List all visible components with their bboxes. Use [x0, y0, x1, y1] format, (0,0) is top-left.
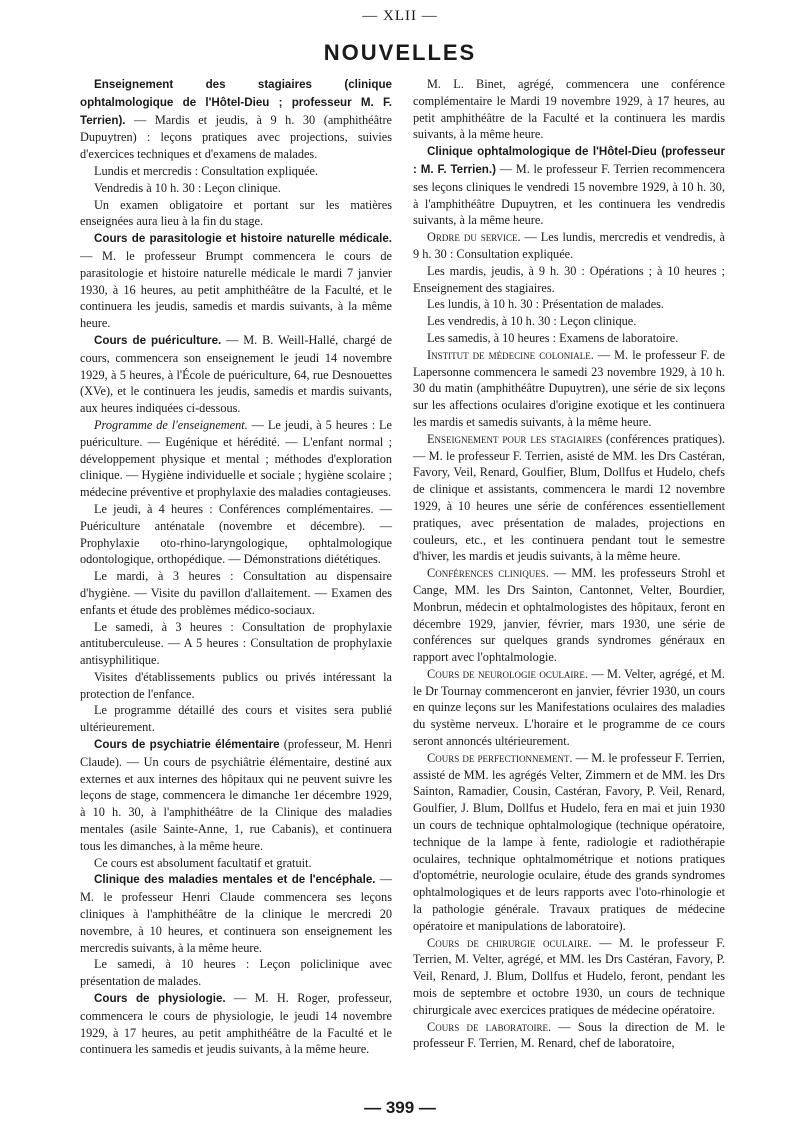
paragraph-perfectionnement: Cours de perfectionnement. — M. le professeur F. Terrien, assisté de MM. les agrégés Velter, Zimmern et de MM. les Drs Sainton, Ramadier, Cousin, Castéran, Favory, P. Veil, Renard, Goulfier, J. Blum, Dollfus et Hudelo, fera en mai et juin 1930 un cours de technique ophtalmologique (technique opératoire, technique de la lampe à fente, radiologie et radiothérapie oculaires, technique ophtalmométrique et notions pratiques d'optométrie, neurologie oculaire, étude des grands syndromes ophtalmologiques et de leurs rapports avec l'oto-rhinologie et la pathologie générale. Travaux pratiques de médecine opératoire et manipulations de laboratoire).: [413, 750, 725, 933]
paragraph: Le samedi, à 10 heures : Leçon policlinique avec présentation de malades.: [80, 957, 392, 989]
paragraph-medecine-coloniale: Institut de médecine coloniale. — M. le professeur F. de Lapersonne commencera le samedi 23 novembre 1929, à 10 h. 30 du matin (amphithéâtre Dupuytren), une série de six leçons sur les affections oculaires d'origine exotique et les continuera les mardis et samedis suivants, à la même heure.: [413, 347, 725, 429]
paragraph-enseignement-stagiaires: Enseignement pour les stagiaires (conférences pratiques). — M. le professeur F. Terrien, asisté de MM. les Drs Castéran, Favory, Veil, Renard, Goulfier, Blum, Dollfus et Hudelo, chefs de clinique et assistants, commencera le mardi 12 novembre 1929, à 10 heures une série de conférences essentiellement pratiques, avec présentation de malades, projections en couleurs, etc., et les continuera pendant tout le semestre d'hiver, les mardis et jeudis suivants, à la même heure.: [413, 431, 725, 564]
paragraph: Ce cours est absolument facultatif et gratuit.: [94, 855, 312, 870]
heading-ordre-service: Ordre du service.: [427, 230, 521, 245]
paragraph-programme: Programme de l'enseignement. — Le jeudi, à 5 heures : Le puériculture. — Eugénique et hérédité. — L'enfant normal ; développement physique et mental ; méthodes d'exploration clinique. — Hygiène individuelle et sociale ; hygiène scolaire ; médecine préventive et prophylaxie des maladies contagieuses.: [80, 417, 392, 500]
heading-chirurgie: Cours de chirurgie oculaire.: [427, 935, 592, 950]
heading-parasitologie: Cours de parasitologie et histoire naturelle médicale.: [94, 232, 392, 246]
paragraph: Le jeudi, à 4 heures : Conférences complémentaires. — Puériculture anténatale (novembre et décembre). — Prophylaxie oto-rhino-laryngologique, ophtalmologique odontologique, orthopédique. — Démonstrations diététiques.: [80, 501, 392, 567]
paragraph-stagiaires: Enseignement des stagiaires (clinique ophtalmologique de l'Hôtel-Dieu ; professeur M. F. Terrien). — Mardis et jeudis, à 9 h. 30 (amphithéâtre Dupuytren) : leçons pratiques avec projections, suivies d'exercices techniques et d'examens de malades.: [80, 78, 392, 162]
paragraph-laboratoire: Cours de laboratoire. — Sous la direction de M. le professeur F. Terrien, M. Renard, chef de laboratoire,: [413, 1019, 726, 1051]
paragraph-neurologie: Cours de neurologie oculaire. — M. Velter, agrégé, et M. le Dr Tournay commenceront en janvier, février 1930, un cours en quinze leçons sur les Manifestations oculaires des maladies du système nerveux. L'horaire et le programme de ce cours seront annoncés ultérieurement.: [413, 666, 725, 749]
paragraph: Les mardis, jeudis, à 9 h. 30 : Opérations ; à 10 heures ; Enseignement des stagiaires.: [413, 263, 725, 295]
paragraph-conferences: Conférences cliniques. — MM. les professeurs Strohl et Cange, MM. les Drs Sainton, Cantonnet, Velter, Bourdier, Monbrun, médecin et ophtalmologistes des hôpitaux, feront en décembre 1929, janvier, février, mars 1930, une série de conférences sur quelques grands syndromes généraux en rapport avec l'ophtalmologie.: [413, 566, 725, 665]
paragraph: Le programme détaillé des cours et visites sera publié ultérieurement.: [80, 703, 392, 735]
heading-stagiaires: Enseignement des stagiaires (clinique ophtalmologique de l'Hôtel-Dieu ; professeur M. F. Terrien).: [80, 78, 392, 127]
heading-puericulture: Cours de puériculture.: [94, 333, 222, 347]
heading-perfectionnement: Cours de perfectionnement.: [427, 750, 573, 765]
paragraph: Lundis et mercredis : Consultation expliquée.: [94, 163, 319, 178]
heading-laboratoire: Cours de laboratoire.: [427, 1019, 552, 1034]
paragraph: Les samedis, à 10 heures : Examens de laboratoire.: [427, 330, 679, 345]
paragraph-parasitologie: Cours de parasitologie et histoire naturelle médicale. — M. le professeur Brumpt commencera le cours de parasitologie et histoire naturelle médicale le mardi 7 janvier 1930, à 16 heures, au petit amphithéâtre de la Faculté, et le continuera les jeudis, samedis et mardis suivants, à la même heure.: [80, 232, 392, 331]
paragraph: Les lundis, à 10 h. 30 : Présentation de malades.: [427, 297, 665, 312]
heading-clinique-ophtalmo: Clinique ophtalmologique de l'Hôtel-Dieu (professeur : M. F. Terrien.): [413, 145, 725, 176]
paragraph: Un examen obligatoire et portant sur les matières enseignées aura lieu à la fin du stage.: [80, 197, 392, 229]
heading-medecine-coloniale: Institut de médecine coloniale.: [427, 347, 594, 362]
heading-psychiatrie: Cours de psychiatrie élémentaire: [94, 738, 280, 752]
paragraph: Visites d'établissements publics ou privés intéressant la protection de l'enfance.: [80, 669, 392, 701]
left-column: [80, 76, 392, 1058]
paragraph-maladies-mentales: Clinique des maladies mentales et de l'encéphale. — M. le professeur Henri Claude commencera ses leçons cliniques à l'amphithéâtre de la clinique le mercredi 20 novembre, à 10 heures, et continuera son enseignement les mercredis suivants, à la même heure.: [80, 872, 392, 955]
paragraph: Le mardi, à 3 heures : Consultation au dispensaire d'hygiène. — Visite du pavillon d'allaitement. — Examen des enfants et étude des problèmes médico-sociaux.: [80, 569, 392, 617]
paragraph-psychiatrie: Cours de psychiatrie élémentaire (professeur, M. Henri Claude). — Un cours de psychiâtrie élémentaire, destiné aux externes et aux internes des hôpitaux qui ne peuvent suivre les leçons de stage, commencera le dimanche 1er décembre 1929, à 10 h. 30, à l'amphithéâtre de la Clinique des maladies mentales (asile Sainte-Anne, 1, rue Cabanis), et continuera tous les dimanches, à la même heure.: [80, 737, 393, 853]
paragraph-ordre-service: Ordre du service. — Les lundis, mercredis et vendredis, à 9 h. 30 : Consultation expliquée.: [413, 230, 726, 261]
programme-label: Programme de l'enseignement.: [94, 417, 248, 432]
paragraph-physiologie: Cours de physiologie. — M. H. Roger, professeur, commencera le cours de physiologie, le jeudi 14 novembre 1929, à 17 heures, au petit amphithéâtre de la Faculté et le continuera les samedis et jeudis suivants, à la même heure.: [80, 991, 392, 1057]
paragraph: Vendredis à 10 h. 30 : Leçon clinique.: [94, 180, 281, 195]
heading-neurologie: Cours de neurologie oculaire.: [427, 666, 588, 681]
paragraph: M. L. Binet, agrégé, commencera une conférence complémentaire le Mardi 19 novembre 1929, à 17 heures, au petit amphithéâtre de la Faculté et la continuera les mardis suivants, à la même heure.: [413, 77, 725, 142]
paragraph-puericulture: Cours de puériculture. — M. B. Weill-Hallé, chargé de cours, commencera son enseignement le jeudi 14 novembre 1929, à 5 heures, à l'École de puériculture, 64, rue Desnouettes (XVe), et le continuera les jeudis, samedis et mardis suivants, aux heures indiquées ci-dessous.: [80, 332, 392, 416]
roman-page-number: — XLII —: [362, 8, 438, 24]
paragraph-clinique-ophtalmo: Clinique ophtalmologique de l'Hôtel-Dieu (professeur : M. F. Terrien.) — M. le professeur F. Terrien recommencera ses leçons cliniques le vendredi 15 novembre 1929, à 10 h. 30, à l'amphithéâtre Dupuytren, et les continuera les vendredis suivants, à la même heure.: [413, 145, 725, 228]
paragraph-chirurgie: Cours de chirurgie oculaire. — M. le professeur F. Terrien, M. Velter, agrégé, et MM. les Drs Castéran, Favory, P. Veil, Renard, J. Blum, Dollfus et Hudelo, feront, pendant les mois de septembre et octobre 1930, un cours de technique chirurgicale avec exercices pratiques de médecine opératoire.: [413, 935, 726, 1017]
paragraph: Les vendredis, à 10 h. 30 : Leçon clinique.: [427, 314, 637, 329]
page-number: — 399 —: [364, 1098, 436, 1117]
heading-enseignement-stagiaires: Enseignement pour les stagiaires: [427, 431, 603, 446]
heading-conferences: Conférences cliniques.: [427, 566, 549, 581]
right-column: [413, 76, 725, 1052]
page-title: NOUVELLES: [323, 40, 477, 65]
heading-maladies-mentales: Clinique des maladies mentales et de l'encéphale.: [94, 873, 376, 887]
paragraph: Le samedi, à 3 heures : Consultation de prophylaxie antituberculeuse. — A 5 heures : Consultation de prophylaxie antisyphilitique.: [80, 619, 392, 668]
heading-physiologie: Cours de physiologie.: [94, 992, 226, 1006]
